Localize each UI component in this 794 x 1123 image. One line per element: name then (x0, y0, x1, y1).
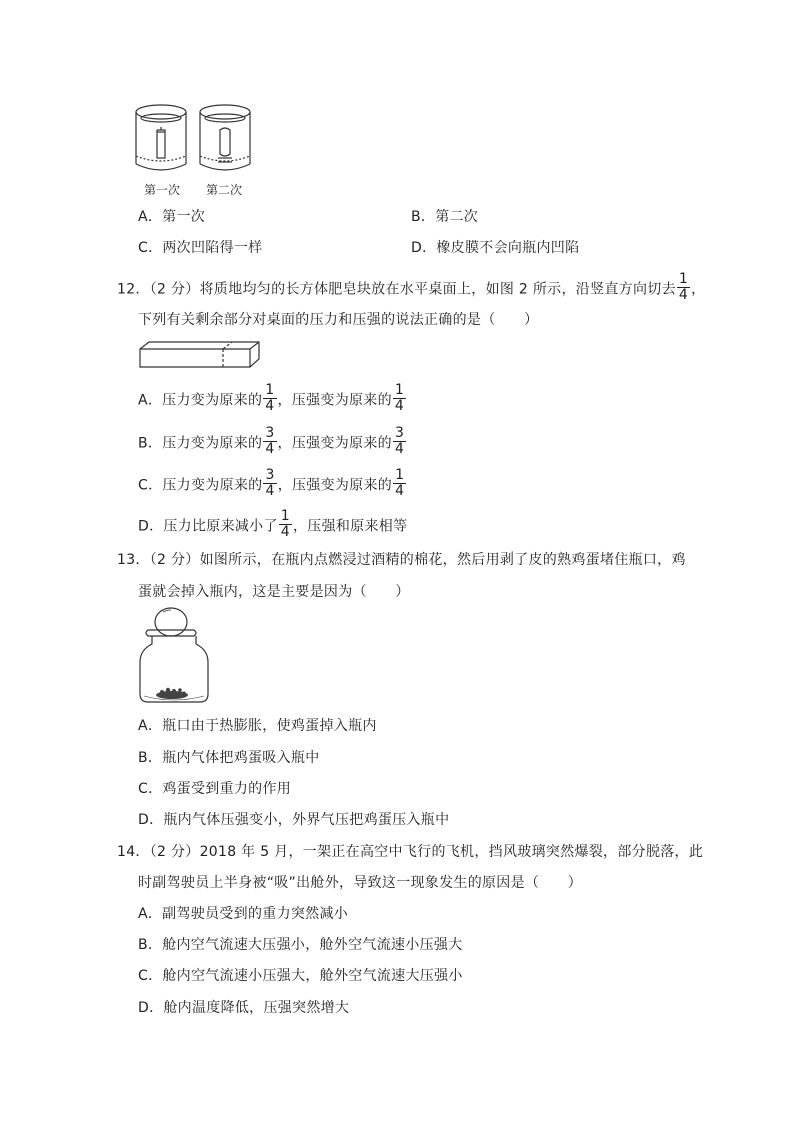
q11-option-b[interactable]: B．第二次 (411, 209, 479, 225)
q13-stem-line1: 13．（2 分）如图所示，在瓶内点燃浸过酒精的棉花，然后用剥了皮的熟鸡蛋堵住瓶口，鸡 (117, 552, 686, 568)
q13-option-b[interactable]: B．瓶内气体把鸡蛋吸入瓶中 (138, 750, 320, 766)
caption-second: 第二次 (206, 183, 243, 197)
jar-first (136, 105, 186, 170)
q13-option-d[interactable]: D．瓶内气体压强变小，外界气压把鸡蛋压入瓶中 (138, 812, 450, 828)
q14-option-d[interactable]: D．舱内温度降低，压强突然增大 (138, 1000, 350, 1016)
fraction: $\frac{1}{4}$ (394, 382, 405, 414)
fraction: $\frac{1}{4}$ (395, 467, 405, 499)
soap-block-figure (139, 340, 261, 370)
fraction: $\frac{1}{4}$ (280, 508, 290, 540)
q12-option-b[interactable]: B．压力变为原来的 $\frac{3}{4}$ ，压强变为原来的 $\frac{3}{4}$ (138, 425, 405, 457)
fraction: $\frac{1}{4}$ (265, 382, 275, 414)
caption-first: 第一次 (144, 183, 181, 197)
jar-second (200, 105, 250, 170)
q11-option-d[interactable]: D．橡皮膜不会向瓶内凹陷 (411, 240, 580, 256)
q14-stem-line2: 时副驾驶员上半身被“吸”出舱外，导致这一现象发生的原因是（ ） (138, 875, 583, 891)
q13-option-a[interactable]: A．瓶口由于热膨胀，使鸡蛋掉入瓶内 (138, 718, 377, 734)
q14-option-b[interactable]: B．舱内空气流速大压强小，舱外空气流速小压强大 (138, 937, 463, 953)
q12-option-a[interactable]: A．压力变为原来的 $\frac{1}{4}$ ，压强变为原来的 $\frac{1}{4}$ (138, 382, 405, 414)
bottle-egg-figure (138, 606, 210, 706)
fraction: $\frac{3}{4}$ (265, 467, 275, 499)
burning-cotton (156, 688, 188, 699)
q11-option-a[interactable]: A．第一次 (138, 209, 206, 225)
fraction: $\frac{1}{4}$ (678, 271, 689, 303)
fraction: $\frac{3}{4}$ (265, 425, 275, 457)
q14-option-a[interactable]: A．副驾驶员受到的重力突然减小 (138, 906, 349, 922)
q12-option-c[interactable]: C．压力变为原来的 $\frac{3}{4}$ ，压强变为原来的 $\frac{1}{4}$ (138, 467, 405, 499)
q13-option-c[interactable]: C．鸡蛋受到重力的作用 (138, 781, 292, 797)
q14-option-c[interactable]: C．舱内空气流速小压强大，舱外空气流速大压强小 (138, 968, 463, 984)
q12-stem-line2: 下列有关剩余部分对桌面的压力和压强的说法正确的是（ ） (138, 312, 539, 328)
q13-stem-line2: 蛋就会掉入瓶内，这是主要是因为（ ） (138, 584, 410, 600)
q12-stem-line1: 12．（2 分）将质地均匀的长方体肥皂块放在水平桌面上，如图 2 所示，沿竖直方向切去 $\frac{1}{4}$ ， (117, 271, 706, 303)
q12-option-d[interactable]: D．压力比原来减小了 $\frac{1}{4}$ ，压强和原来相等 (138, 508, 408, 540)
two-jars-figure (132, 100, 254, 180)
fraction: $\frac{3}{4}$ (394, 425, 405, 457)
q14-stem-line1: 14．（2 分）2018 年 5 月，一架正在高空中飞行的飞机，挡风玻璃突然爆裂，部分脱落，此 (117, 844, 704, 860)
q11-option-c[interactable]: C．两次凹陷得一样 (138, 240, 263, 256)
